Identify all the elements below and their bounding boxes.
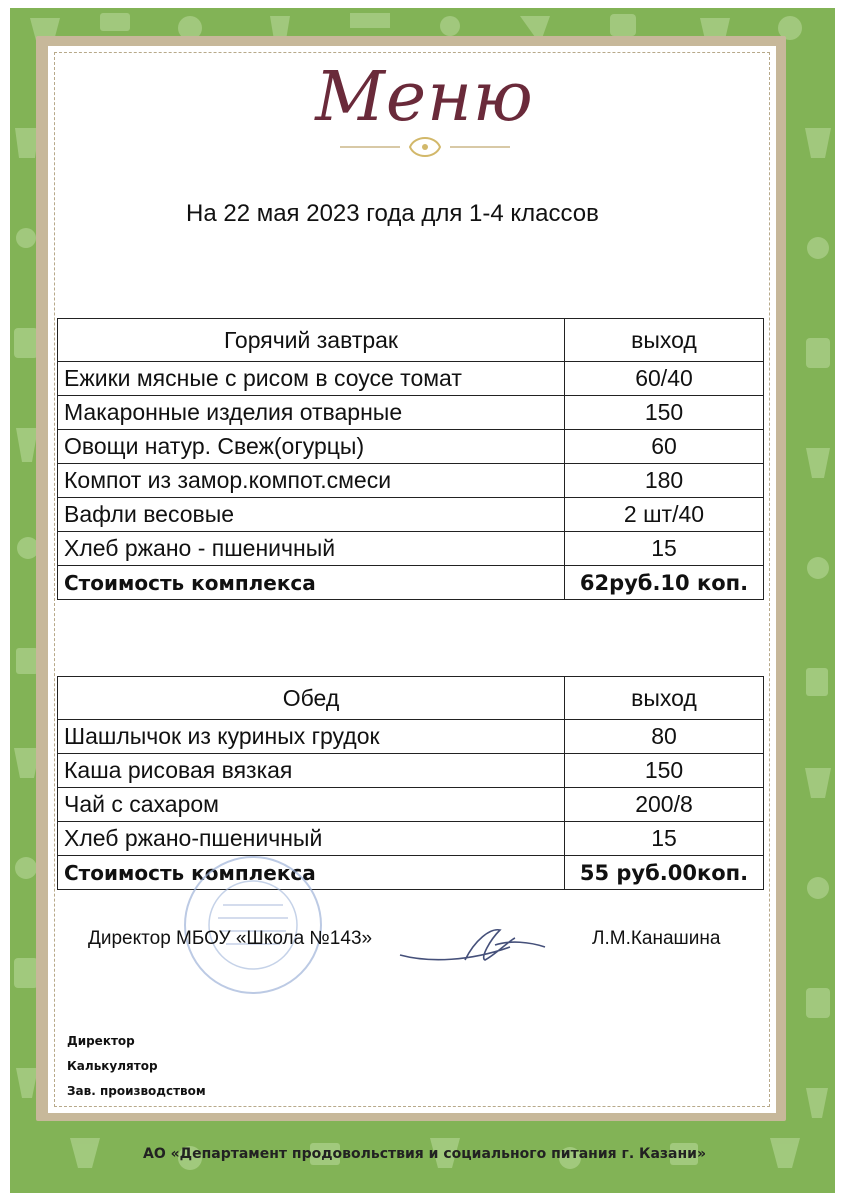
lunch-total-row bbox=[58, 856, 764, 890]
staff-production-head: Зав. производством bbox=[67, 1084, 206, 1098]
total-value: 55 руб.00коп. bbox=[565, 856, 764, 890]
breakfast-total-row bbox=[58, 566, 764, 600]
total-value: 62руб.10 коп. bbox=[565, 566, 764, 600]
page-title: Меню bbox=[315, 58, 534, 137]
table-row: Хлеб ржано - пшеничный 15 bbox=[58, 532, 764, 566]
director-position: Директор МБОУ «Школа №143» bbox=[88, 928, 373, 949]
total-label: Стоимость комплекса bbox=[58, 856, 565, 890]
table-row: Хлеб ржано-пшеничный 15 bbox=[58, 822, 764, 856]
table-row: Ежики мясные с рисом в соусе томат 60/40 bbox=[58, 362, 764, 396]
table-row: Овощи натур. Свеж(огурцы) 60 bbox=[58, 430, 764, 464]
director-name: Л.М.Канашина bbox=[592, 928, 721, 949]
table-row: Чай с сахаром 200/8 bbox=[58, 788, 764, 822]
signature-icon bbox=[395, 920, 555, 970]
staff-calculator: Калькулятор bbox=[67, 1059, 158, 1073]
lunch-table bbox=[57, 676, 764, 890]
breakfast-qty-header: выход bbox=[565, 319, 764, 362]
stamp-icon bbox=[168, 850, 338, 1000]
breakfast-table bbox=[57, 318, 764, 600]
table-row: Макаронные изделия отварные 150 bbox=[58, 396, 764, 430]
lunch-qty-header: выход bbox=[565, 677, 764, 720]
footer: АО «Департамент продовольствия и социального питания г. Казани» bbox=[142, 1146, 707, 1162]
lunch-header: Обед bbox=[58, 677, 565, 720]
ornament-icon bbox=[330, 132, 520, 162]
menu-subtitle: На 22 мая 2023 года для 1-4 классов bbox=[186, 200, 599, 227]
table-row: Компот из замор.компот.смеси 180 bbox=[58, 464, 764, 498]
table-row: Шашлычок из куриных грудок 80 bbox=[58, 720, 764, 754]
staff-director: Директор bbox=[67, 1034, 135, 1048]
table-row: Каша рисовая вязкая 150 bbox=[58, 754, 764, 788]
table-row: Вафли весовые 2 шт/40 bbox=[58, 498, 764, 532]
breakfast-header: Горячий завтрак bbox=[58, 319, 565, 362]
total-label: Стоимость комплекса bbox=[58, 566, 565, 600]
